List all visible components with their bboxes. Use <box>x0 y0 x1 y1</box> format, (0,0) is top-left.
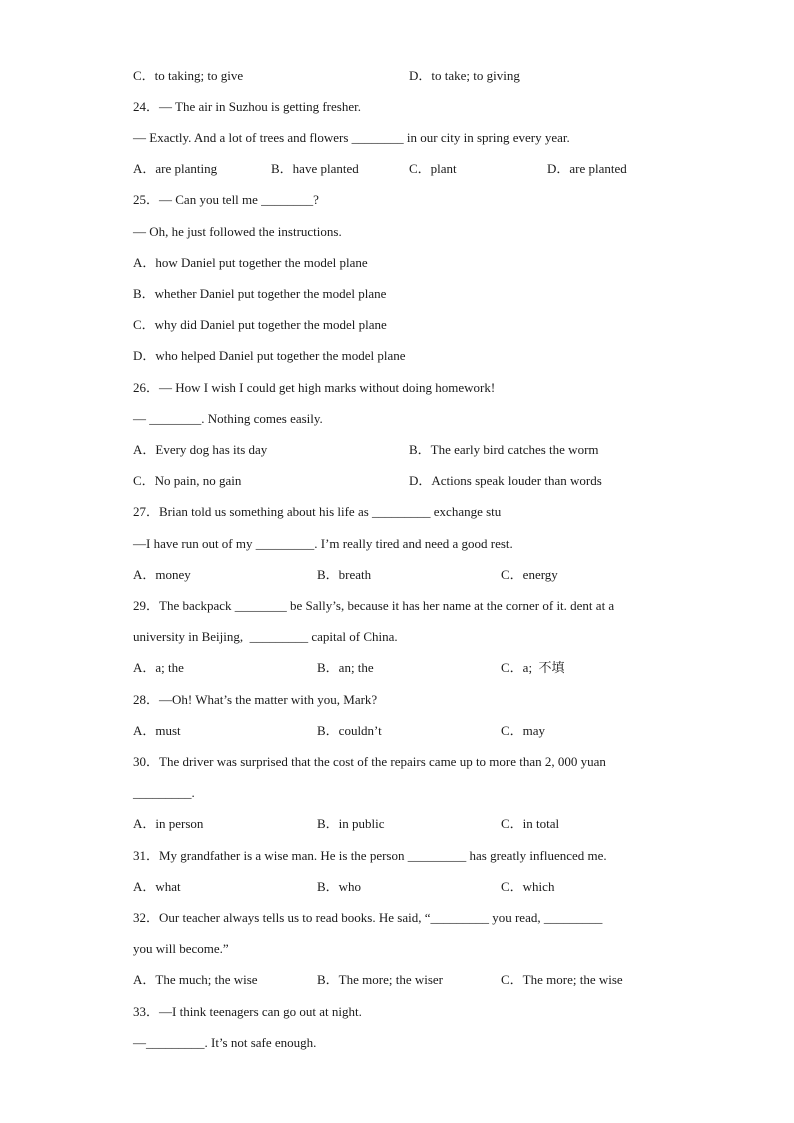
option-c-28: C．may <box>501 723 546 738</box>
option-d-25: D．who helped Daniel put together the model plane <box>133 348 406 363</box>
answer-27: —I have run out of my _________. I’m really tired and need a good rest. <box>133 536 513 551</box>
answer-25: — Oh, he just followed the instructions. <box>133 224 342 239</box>
question-30-cont: _________. <box>133 785 195 800</box>
question-31: 31．My grandfather is a wise man. He is the person _________ has greatly influenced me. <box>133 848 607 863</box>
option-a-27: A．money <box>133 567 191 582</box>
option-c-32: C．The more; the wise <box>501 972 623 987</box>
option-b-27: B．breath <box>317 567 372 582</box>
option-b-26: B．The early bird catches the worm <box>409 442 599 457</box>
question-28: 28．—Oh! What’s the matter with you, Mark? <box>133 692 378 707</box>
question-25: 25．— Can you tell me ________? <box>133 192 319 207</box>
question-32-cont: you will become.” <box>133 941 229 956</box>
option-c-30: C．in total <box>501 816 560 831</box>
option-d-23: D．to take; to giving <box>409 68 520 83</box>
question-26: 26．— How I wish I could get high marks without doing homework! <box>133 380 496 395</box>
answer-33: —_________. It’s not safe enough. <box>133 1035 317 1050</box>
question-24: 24．— The air in Suzhou is getting fresher. <box>133 99 361 114</box>
option-b-24: B．have planted <box>271 161 359 176</box>
option-c-26: C．No pain, no gain <box>133 473 242 488</box>
option-a-31: A．what <box>133 879 181 894</box>
option-a-28: A．must <box>133 723 181 738</box>
option-a-30: A．in person <box>133 816 204 831</box>
option-a-32: A．The much; the wise <box>133 972 258 987</box>
option-a-24: A．are planting <box>133 161 218 176</box>
option-a-29: A．a; the <box>133 660 184 675</box>
option-b-31: B．who <box>317 879 362 894</box>
option-c-24: C．plant <box>409 161 457 176</box>
option-d-26: D．Actions speak louder than words <box>409 473 602 488</box>
question-33: 33．—I think teenagers can go out at night. <box>133 1004 362 1019</box>
option-a-26: A．Every dog has its day <box>133 442 268 457</box>
option-c-29: C．a; 不填 <box>501 660 565 675</box>
question-30: 30．The driver was surprised that the cost of the repairs came up to more than 2, 000 yuan <box>133 754 606 769</box>
question-29-cont: university in Beijing, _________ capital of China. <box>133 629 398 644</box>
question-27: 27．Brian told us something about his life as _________ exchange stu <box>133 504 502 519</box>
option-b-25: B．whether Daniel put together the model plane <box>133 286 387 301</box>
question-29: 29．The backpack ________ be Sally’s, because it has her name at the corner of it. dent at a <box>133 598 615 613</box>
option-d-24: D．are planted <box>547 161 627 176</box>
answer-26: — ________. Nothing comes easily. <box>133 411 323 426</box>
question-32: 32．Our teacher always tells us to read books. He said, “_________ you read, _________ <box>133 910 603 925</box>
option-b-30: B．in public <box>317 816 385 831</box>
option-c-27: C．energy <box>501 567 558 582</box>
option-c-23: C．to taking; to give <box>133 68 244 83</box>
option-b-29: B．an; the <box>317 660 374 675</box>
option-b-32: B．The more; the wiser <box>317 972 443 987</box>
answer-24: — Exactly. And a lot of trees and flowers ________ in our city in spring every year. <box>133 130 570 145</box>
option-a-25: A．how Daniel put together the model plane <box>133 255 368 270</box>
option-c-31: C．which <box>501 879 555 894</box>
option-c-25: C．why did Daniel put together the model plane <box>133 317 387 332</box>
option-b-28: B．couldn’t <box>317 723 382 738</box>
